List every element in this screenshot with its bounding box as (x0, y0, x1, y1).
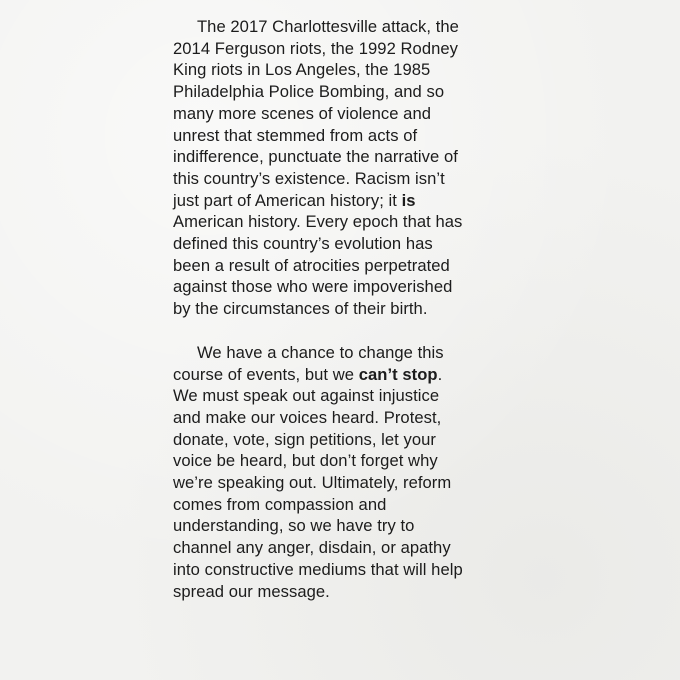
text-line: spread our message. (173, 581, 330, 601)
text-line: unrest that stemmed from acts of (173, 125, 418, 145)
paragraph-1 (173, 16, 513, 320)
paragraph-2 (173, 342, 513, 602)
text-line: and make our voices heard. Protest, (173, 407, 442, 427)
text-line (173, 190, 513, 212)
text-line: Philadelphia Police Bombing, and so (173, 82, 445, 102)
text-segment: just part of American history; it (173, 190, 397, 210)
text-segment: course of events, but we (173, 364, 355, 384)
text-line: defined this country’s evolution has (173, 234, 433, 254)
text-line: by the circumstances of their birth. (173, 299, 428, 319)
text-segment: . (437, 364, 443, 384)
text-line: We must speak out against injustice (173, 386, 440, 406)
text-line: King riots in Los Angeles, the 1985 (173, 60, 431, 80)
emphasis-is: is (401, 190, 416, 210)
text-line: this country’s existence. Racism isn’t (173, 168, 445, 188)
text-line: been a result of atrocities perpetrated (173, 255, 450, 275)
text-column (173, 16, 513, 602)
text-line (173, 364, 513, 386)
text-line: comes from compassion and (173, 494, 387, 514)
paragraph-spacer (173, 320, 513, 342)
text-line: voice be heard, but don’t forget why (173, 451, 438, 471)
text-line: American history. Every epoch that has (173, 212, 463, 232)
text-line: 2014 Ferguson riots, the 1992 Rodney (173, 38, 459, 58)
text-line: into constructive mediums that will help (173, 559, 463, 579)
text-line: The 2017 Charlottesville attack, the (197, 17, 459, 36)
text-line: many more scenes of violence and (173, 103, 432, 123)
text-line: channel any anger, disdain, or apathy (173, 538, 451, 558)
text-line: against those who were impoverished (173, 277, 453, 297)
text-line: donate, vote, sign petitions, let your (173, 429, 436, 449)
text-line: understanding, so we have try to (173, 516, 415, 536)
text-line: indifference, punctuate the narrative of (173, 147, 458, 167)
text-line: we’re speaking out. Ultimately, reform (173, 473, 452, 493)
emphasis-cant-stop: can’t stop (358, 364, 438, 384)
text-line: We have a chance to change this (197, 342, 444, 362)
